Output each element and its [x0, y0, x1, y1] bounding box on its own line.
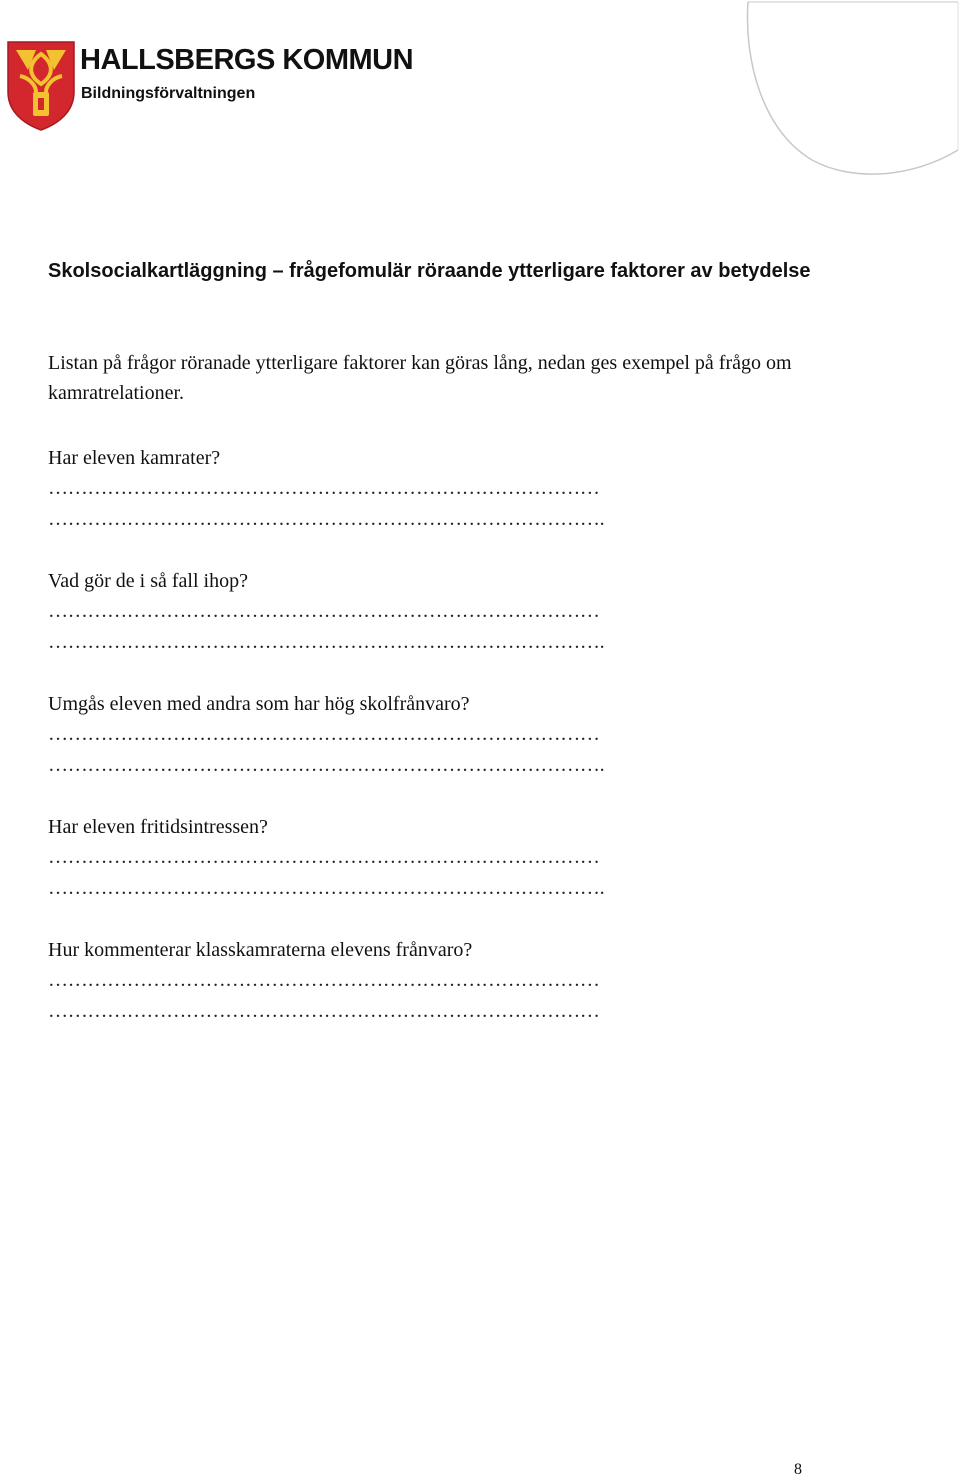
answer-line: ………………………………………………………………………… — [48, 723, 600, 745]
answer-line: ………………………………………………………………………… — [48, 846, 600, 868]
question-block — [48, 812, 828, 904]
question-block — [48, 443, 828, 535]
question-text: Har eleven kamrater? — [48, 447, 221, 469]
answer-line: ………………………………………………………………………… — [48, 1000, 600, 1022]
answer-line: ………………………………………………………………………… — [48, 600, 600, 622]
page-header — [0, 0, 960, 190]
organization-name: HALLSBERGS KOMMUN — [80, 44, 414, 76]
answer-line: …………………………………………………………………………. — [48, 508, 605, 530]
page-number: 8 — [794, 1461, 802, 1478]
answer-line: …………………………………………………………………………. — [48, 877, 605, 899]
answer-line: ………………………………………………………………………… — [48, 477, 600, 499]
question-text: Umgås eleven med andra som har hög skolfrånvaro? — [48, 693, 470, 715]
question-block — [48, 935, 828, 1027]
coat-of-arms-icon — [6, 40, 76, 132]
department-name: Bildningsförvaltningen — [81, 85, 256, 102]
document-title: Skolsocialkartläggning – frågefomulär röraande ytterligare faktorer av betydelse — [48, 260, 811, 282]
question-block — [48, 566, 828, 658]
corner-decoration — [742, 0, 960, 180]
answer-line: …………………………………………………………………………. — [48, 754, 605, 776]
answer-line: …………………………………………………………………………. — [48, 631, 605, 653]
answer-line: ………………………………………………………………………… — [48, 969, 600, 991]
question-text: Har eleven fritidsintressen? — [48, 816, 268, 838]
intro-paragraph: Listan på frågor röranade ytterligare faktorer kan göras lång, nedan ges exempel på frågo om kamratrelationer. — [48, 352, 792, 404]
question-text: Vad gör de i så fall ihop? — [48, 570, 248, 592]
question-text: Hur kommenterar klasskamraterna elevens frånvaro? — [48, 939, 473, 961]
question-block — [48, 689, 828, 781]
